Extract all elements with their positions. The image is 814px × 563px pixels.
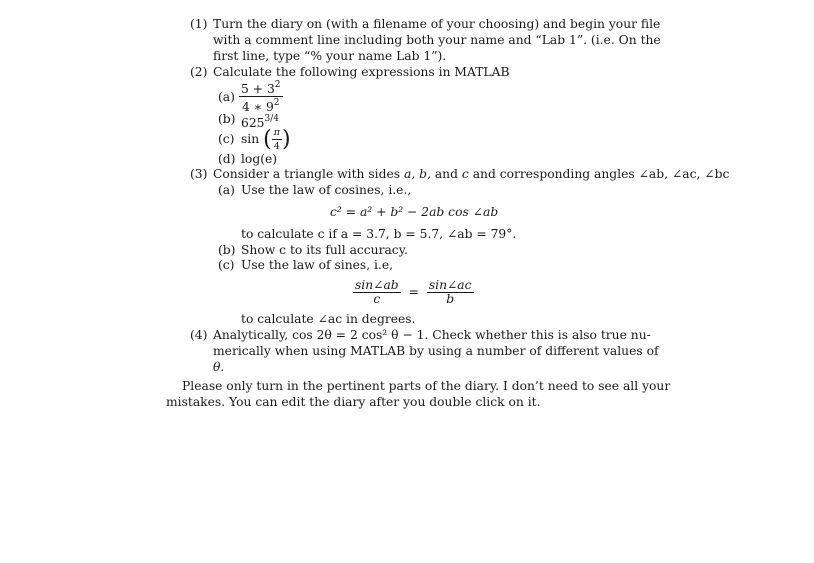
item-2c-expr: sin ( $\frac{\pi}{4}$ ) bbox=[241, 127, 291, 152]
item-4-line-2: merically when using MATLAB by using a number of different values of bbox=[213, 344, 659, 358]
item-3c-calc: to calculate ∠ac in degrees. bbox=[241, 312, 416, 326]
item-2d-expr: log(e) bbox=[241, 152, 278, 166]
item-3-number: (3) bbox=[190, 167, 208, 181]
fraction bbox=[239, 79, 283, 114]
item-2-number: (2) bbox=[190, 65, 208, 79]
item-2b-expr: $625^{3/4}$ bbox=[241, 114, 279, 130]
item-4-line-3: θ. bbox=[213, 360, 225, 374]
closing-line-2: mistakes. You can edit the diary after you double click on it. bbox=[166, 395, 541, 409]
left-paren: ( bbox=[263, 127, 272, 152]
law-of-cosines-equation: c² = a² + b² − 2ab cos ∠ab bbox=[330, 205, 499, 219]
right-paren: ) bbox=[281, 127, 291, 152]
fraction: $\frac{\sin\angle ab}{c}$ bbox=[355, 278, 399, 306]
item-3c-label: (c) bbox=[218, 258, 235, 272]
item-3b-label: (b) bbox=[218, 243, 236, 257]
item-3a-label: (a) bbox=[218, 183, 235, 197]
item-2c-label: (c) bbox=[218, 132, 235, 146]
item-1-number: (1) bbox=[190, 17, 208, 31]
item-2a-label: (a) bbox=[218, 90, 235, 104]
item-2a-fraction bbox=[239, 79, 283, 114]
item-4-line-1: Analytically, cos 2θ = 2 cos² θ − 1. Check whether this is also true nu- bbox=[213, 328, 651, 342]
item-2-text: Calculate the following expressions in MATLAB bbox=[213, 65, 510, 79]
item-3a-calc: to calculate c if a = 3.7, b = 5.7, ∠ab = 79°. bbox=[241, 227, 517, 241]
closing-line-1: Please only turn in the pertinent parts of the diary. I don’t need to see all your bbox=[182, 379, 671, 393]
item-3-text: Consider a triangle with sides a, b, and c and corresponding angles ∠ab, ∠ac, ∠bc bbox=[213, 167, 730, 181]
item-2b-label: (b) bbox=[218, 112, 236, 126]
fraction-denominator: 4 ∗ $9^2$ bbox=[239, 96, 283, 114]
item-3a-text: Use the law of cosines, i.e., bbox=[241, 183, 412, 197]
item-1-line-2: with a comment line including both your name and “Lab 1”. (i.e. On the bbox=[213, 33, 661, 47]
item-3c-text: Use the law of sines, i.e, bbox=[241, 258, 394, 272]
fraction-numerator: $5 + 3^2$ bbox=[241, 80, 281, 96]
item-3b-text: Show c to its full accuracy. bbox=[241, 243, 408, 257]
item-4-number: (4) bbox=[190, 328, 208, 342]
fraction: $\frac{\sin\angle ac}{b}$ bbox=[428, 278, 472, 306]
item-1-line-1: Turn the diary on (with a filename of your choosing) and begin your file bbox=[213, 17, 661, 31]
law-of-sines-equation: $\frac{\sin\angle ab}{c}$ = $\frac{\sin\angle ac}{b}$ bbox=[355, 278, 472, 306]
item-1-line-3: first line, type “% your name Lab 1”). bbox=[213, 49, 447, 63]
item-2d-label: (d) bbox=[218, 152, 236, 166]
fraction: $\frac{\pi}{4}$ bbox=[273, 127, 280, 152]
